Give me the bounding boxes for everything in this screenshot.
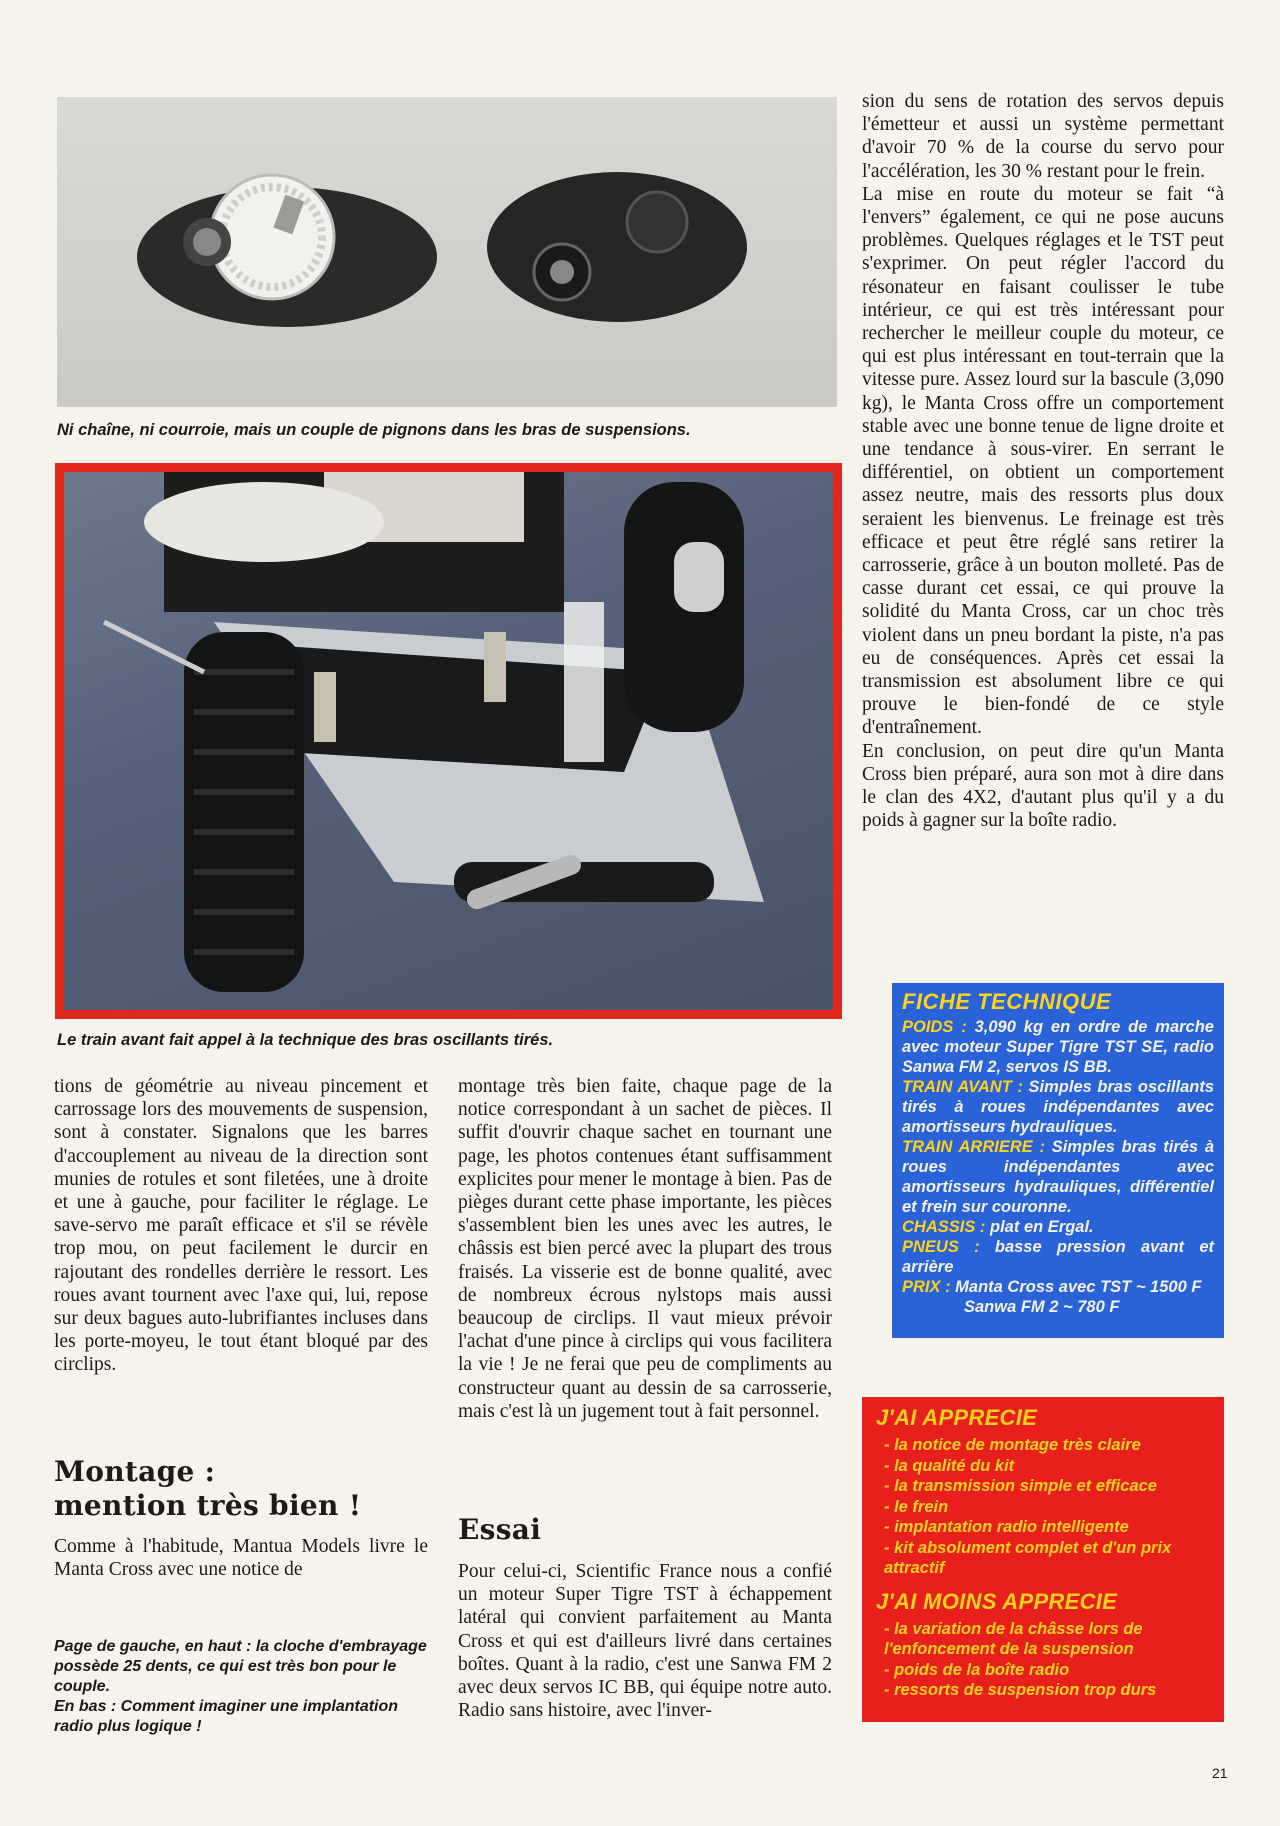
fiche-poids-value: 3,090 kg en ordre de marche avec moteur Super Tigre TST SE, radio Sanwa FM 2, servos IS BB. xyxy=(902,1018,1214,1076)
appreciation-plus-title: J'AI APPRECIE xyxy=(876,1405,1038,1430)
mid-photo-caption: Le train avant fait appel à la technique des bras oscillants tirés. xyxy=(57,1031,554,1049)
left-column-text xyxy=(54,1075,428,1377)
list-item: - la transmission simple et efficace xyxy=(884,1477,1157,1495)
fiche-chassis-value: plat en Ergal. xyxy=(985,1218,1094,1236)
middle-paragraph-1: montage très bien faite, chaque page de la notice correspondant à un sachet de pièces. Il suffit d'ouvrir chaque sachet en tournant une page, les photos contenues étant suffisamment explicites pour mener le montage à bien. Pas de pièges durant cette phase importante, les pièces s'assemblent bien les unes avec les autres, le châssis est bien percé avec la plupart des trous fraisés. La visserie est de bonne qualité, avec de nombreux écrous nylstops mais aussi beaucoup de circlips. Il vaut mieux prévoir l'achat d'une pince à circlips qui vous facilitera la vie ! Je ne ferai que peu de compliments au constructeur quant au dessin de sa carrosserie, mais c'est là un jugement tout à fait personnel. xyxy=(458,1076,832,1422)
appreciation-box xyxy=(862,1397,1224,1722)
right-column-text xyxy=(862,90,1224,833)
appreciation-minus-list xyxy=(884,1619,1210,1701)
fiche-arriere-value: Simples bras tirés à roues indépendantes avec amortisseurs hydrauliques, différentiel et frein sur couronne. xyxy=(902,1138,1214,1216)
left-paragraph-2: Comme à l'habitude, Mantua Models livre le Manta Cross avec une notice de xyxy=(54,1536,428,1581)
front-suspension-photo-frame xyxy=(55,463,842,1019)
left-page-caption: Page de gauche, en haut : la cloche d'embrayage possède 25 dents, ce qui est très bon pour le couple. En bas : Comment imaginer une implantation radio plus logique ! xyxy=(54,1638,427,1735)
top-photo-caption: Ni chaîne, ni courroie, mais un couple de pignons dans les bras de suspensions. xyxy=(57,421,691,439)
fiche-prix-key: PRIX : xyxy=(902,1278,951,1296)
left-column-text-2 xyxy=(54,1535,428,1581)
fiche-pneus xyxy=(902,1237,1214,1277)
fiche-title: FICHE TECHNIQUE xyxy=(902,989,1112,1014)
right-paragraph-1: sion du sens de rotation des servos depuis l'émetteur et aussi un système permettant d'avoir 70 % de la course du servo pour l'accélération, les 30 % restant pour le frein. xyxy=(862,91,1224,182)
middle-column-text-2 xyxy=(458,1560,832,1722)
appreciation-minus-title: J'AI MOINS APPRECIE xyxy=(876,1588,1118,1614)
fiche-prix-radio: Sanwa FM 2 ~ 780 F xyxy=(964,1298,1120,1316)
fiche-chassis xyxy=(902,1217,1214,1237)
montage-heading-line1: Montage : xyxy=(54,1455,216,1488)
list-item: - kit absolument complet et d'un prix attractif xyxy=(884,1538,1172,1577)
fiche-poids-key: POIDS : xyxy=(902,1018,967,1036)
middle-paragraph-2: Pour celui-ci, Scientific France nous a confié un moteur Super Tigre TST à échappement latéral qui convient parfaitement au Manta Cross et qui est d'ailleurs livré dans certaines boîtes. Quant à la radio, c'est une Sanwa FM 2 avec deux servos IC BB, qui équipe notre auto. Radio sans histoire, avec l'inver- xyxy=(458,1561,832,1722)
left-paragraph-1: tions de géométrie au niveau pincement et carrossage lors des mouvements de suspension, sont à constater. Signalons que les barres d'accouplement au niveau de la direction sont munies de rotules et sont filetées, une à droite et une à gauche, pour faciliter le réglage. Le save-servo me paraît efficace et s'il se révèle trop mou, on peut facilement le durcir en rajoutant des rondelles derrière le ressort. Les roues avant tournent avec l'axe qui, lui, repose sur deux bagues auto-lubrifiantes incluses dans les porte-moyeu, le tout étant bloqué par des circlips. xyxy=(54,1076,428,1376)
fiche-poids xyxy=(902,1017,1214,1077)
fiche-pneus-value: basse pression avant et arrière xyxy=(902,1238,1214,1276)
fiche-prix xyxy=(902,1277,1214,1297)
fiche-avant-value: Simples bras oscillants tirés à roues indépendantes avec amortisseurs hydrauliques. xyxy=(902,1078,1214,1136)
middle-column-text xyxy=(458,1075,832,1423)
list-item: - le frein xyxy=(884,1497,949,1516)
fiche-arriere-key: TRAIN ARRIERE : xyxy=(902,1138,1045,1156)
fiche-technique-box xyxy=(892,983,1224,1338)
fiche-train-avant xyxy=(902,1077,1214,1137)
essai-heading: Essai xyxy=(458,1513,542,1546)
fiche-pneus-key: PNEUS : xyxy=(902,1238,980,1256)
fiche-avant-key: TRAIN AVANT : xyxy=(902,1078,1023,1096)
list-item: - ressorts de suspension trop durs xyxy=(884,1681,1157,1699)
front-suspension-photo xyxy=(64,472,833,1010)
list-item: - la notice de montage très claire xyxy=(884,1436,1141,1454)
gearbox-photo xyxy=(57,97,837,407)
list-item: - la variation de la châsse lors de l'enfoncement de la suspension xyxy=(884,1619,1143,1658)
list-item: - implantation radio intelligente xyxy=(884,1518,1129,1536)
list-item: - la qualité du kit xyxy=(884,1456,1015,1475)
montage-heading xyxy=(54,1455,428,1523)
montage-heading-line2: mention très bien ! xyxy=(54,1489,362,1522)
fiche-prix-value: Manta Cross avec TST ~ 1500 F xyxy=(950,1278,1202,1296)
page-number: 21 xyxy=(1212,1765,1228,1781)
right-paragraph-2: La mise en route du moteur se fait “à l'envers” également, ce qui ne pose aucuns problèmes. Quelques réglages et le TST peut s'exprimer. On peut régler l'accord du résonateur en faisant coulisser le tube intérieur, ce qui est très intéressant pour rechercher le meilleur couple du moteur, ce qui est plus intéressant en tout-terrain que la vitesse pure. Assez lourd sur la bascule (3,090 kg), le Manta Cross offre un comportement stable avec une bonne tenue de ligne droite et une tendance à sous-virer. En serrant le différentiel, on obtient un comportement assez neutre, mais des ressorts plus doux seraient les bienvenus. Le freinage est très efficace et peut être réglé sans retirer la carrosserie, grâce à un bouton molleté. Pas de casse durant cet essai, ce qui prouve la solidité du Manta Cross, car un choc très violent dans un pneu bordant la piste, n'a pas eu de conséquences. Après cet essai la transmission est absolument libre ce qui prouve le bien-fondé de ce style d'entraînement. xyxy=(862,183,1224,739)
right-paragraph-3: En conclusion, on peut dire qu'un Manta Cross bien préparé, aura son mot à dire dans le clan des 4X2, d'autant plus qu'il y a du poids à gagner sur la boîte radio. xyxy=(862,740,1224,832)
appreciation-plus-list xyxy=(884,1435,1210,1579)
fiche-train-arriere xyxy=(902,1137,1214,1217)
list-item: - poids de la boîte radio xyxy=(884,1660,1070,1679)
fiche-chassis-key: CHASSIS : xyxy=(902,1218,986,1236)
